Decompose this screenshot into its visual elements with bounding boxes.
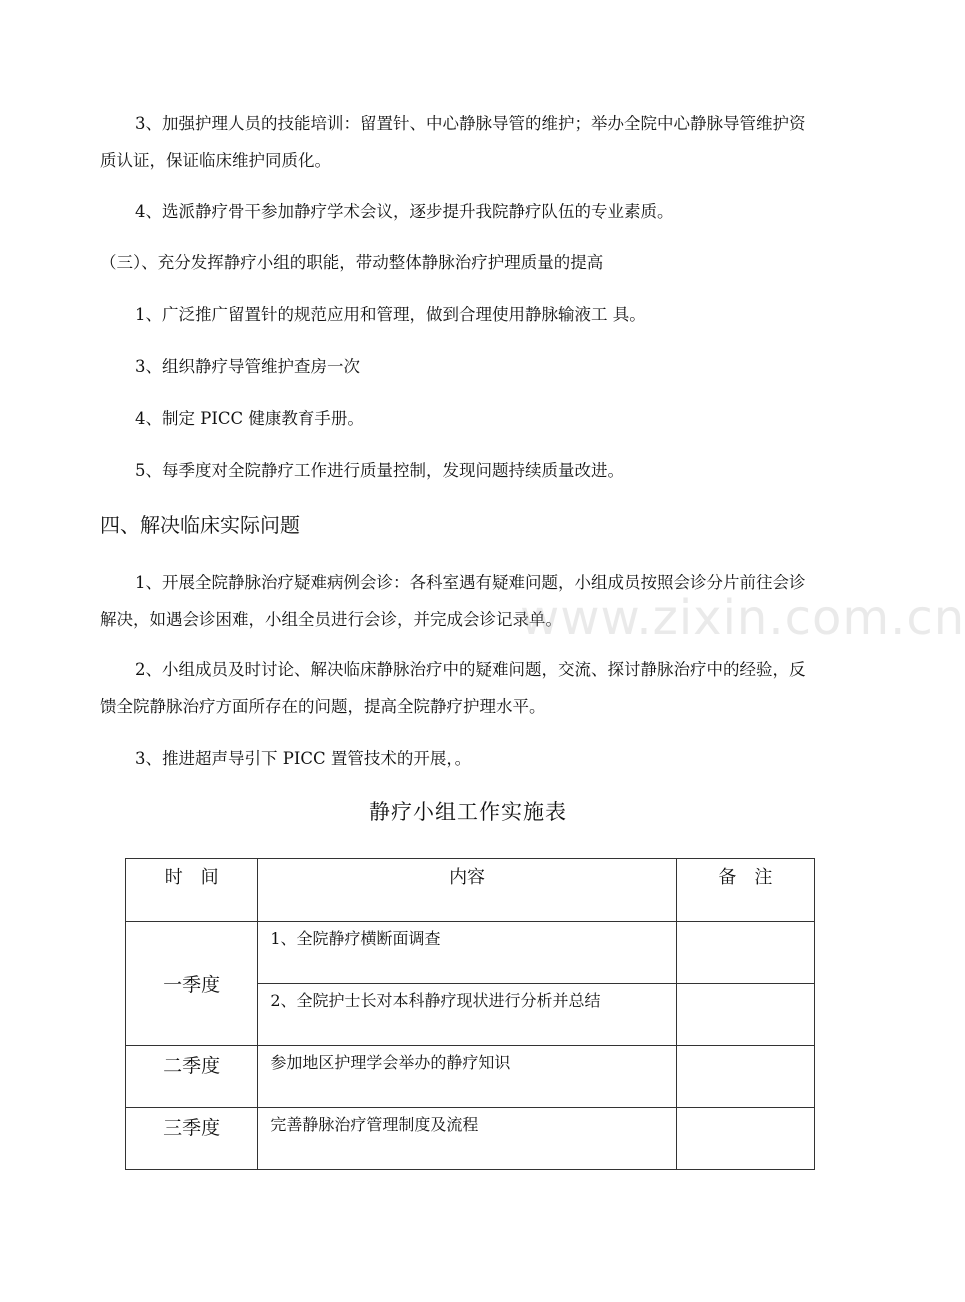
watermark: www.zixin.com.cn [520, 590, 965, 646]
quarter-2-text: 二季度 [163, 1055, 221, 1077]
section-heading-4: 四、解决临床实际问题 [100, 513, 300, 537]
implementation-table [125, 858, 815, 1170]
table-row [126, 922, 815, 984]
q1-item-2: 2、全院护士长对本科静疗现状进行分析并总结 [258, 984, 676, 1046]
header-content: 内容 [258, 859, 676, 922]
header-note: 备 注 [676, 859, 814, 922]
paragraph-consultation: 1、开展全院静脉治疗疑难病例会诊：各科室遇有疑难问题，小组成员按照会诊分片前往会诊解决，如遇会诊困难，小组全员进行会诊，并完成会诊记录单。 [100, 573, 806, 629]
quarter-3-label [126, 1108, 258, 1170]
q3-item: 完善静脉治疗管理制度及流程 [258, 1108, 676, 1170]
note-cell [676, 984, 814, 1046]
quarter-1-label: 一季度 [126, 922, 258, 1046]
paragraph-academic-meetings: 4、选派静疗骨干参加静疗学术会议，逐步提升我院静疗队伍的专业素质。 [135, 202, 674, 221]
note-cell [676, 1046, 814, 1108]
q1-item-1: 1、全院静疗横断面调查 [258, 922, 676, 984]
header-time: 时 间 [126, 859, 258, 922]
table-title: 静疗小组工作实施表 [369, 800, 567, 824]
paragraph-discussion: 2、小组成员及时讨论、解决临床静脉治疗中的疑难问题，交流、探讨静脉治疗中的经验，反馈全院静脉治疗方面所存在的问题，提高全院静疗护理水平。 [100, 660, 806, 716]
paragraph-indwelling-needle: 1、广泛推广留置针的规范应用和管理，做到合理使用静脉输液工 具。 [135, 305, 646, 324]
paragraph-picc-handbook: 4、制定 PICC 健康教育手册。 [135, 409, 364, 428]
table-row [126, 1108, 815, 1170]
table-header-row [126, 859, 815, 922]
paragraph-training: 3、加强护理人员的技能培训：留置针、中心静脉导管的维护；举办全院中心静脉导管维护资质认证，保证临床维护同质化。 [100, 114, 806, 170]
note-cell [676, 922, 814, 984]
q2-item: 参加地区护理学会举办的静疗知识 [258, 1046, 676, 1108]
section-heading-3: （三）、充分发挥静疗小组的职能，带动整体静脉治疗护理质量的提高 [100, 253, 604, 272]
note-cell [676, 1108, 814, 1170]
quarter-2-label [126, 1046, 258, 1108]
quarter-3-text: 三季度 [163, 1117, 221, 1139]
paragraph-ward-round: 3、组织静疗导管维护查房一次 [135, 357, 360, 376]
paragraph-quality-control: 5、每季度对全院静疗工作进行质量控制，发现问题持续质量改进。 [135, 461, 624, 480]
table-row [126, 1046, 815, 1108]
paragraph-ultrasound-picc: 3、推进超声导引下 PICC 置管技术的开展，。 [135, 749, 472, 768]
